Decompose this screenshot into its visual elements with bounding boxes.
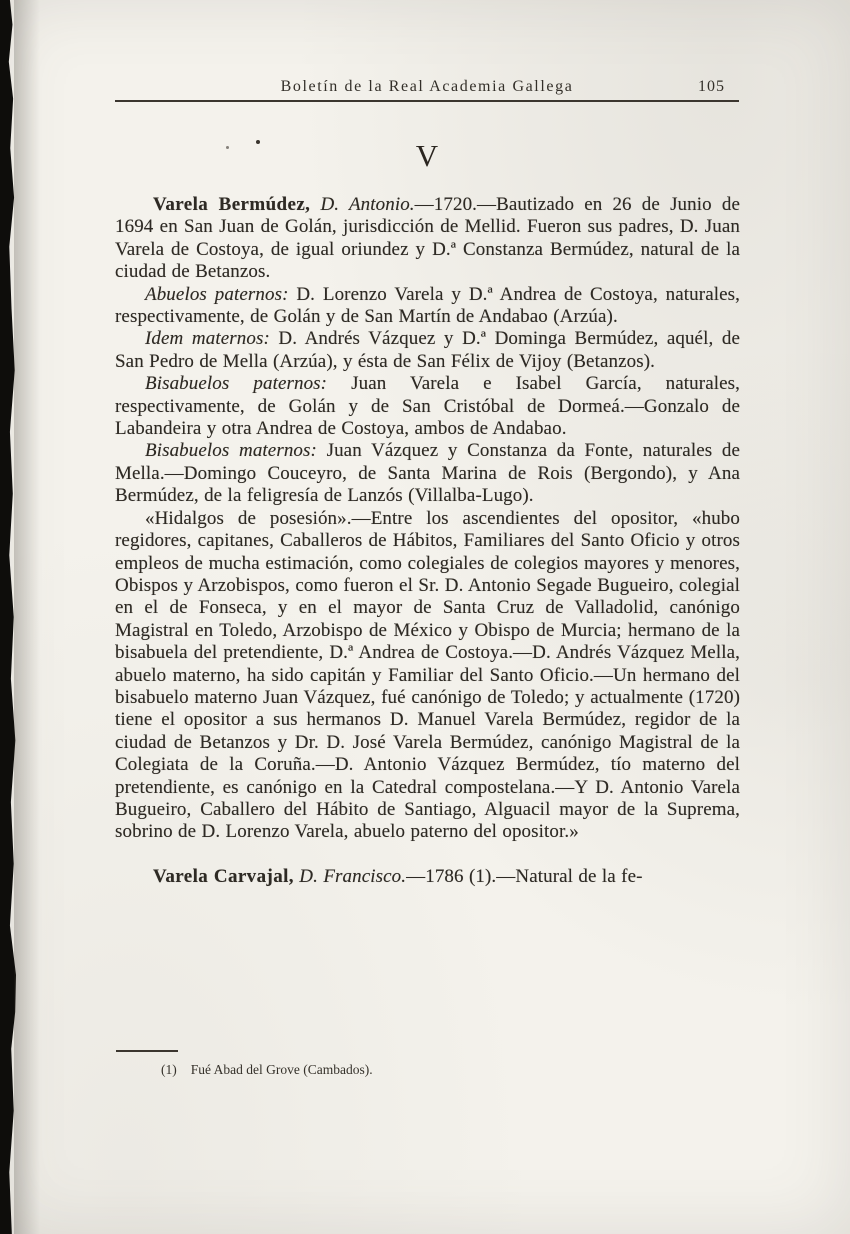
paragraph-text: D. Lorenzo Varela y D.ª Andrea de Costoya, naturales, respectivamente, de Golán y de San Martín de Andabao (Arzúa).: [115, 283, 740, 328]
footnote-rule: [116, 1050, 178, 1052]
entry-varela-carvajal: [115, 866, 740, 888]
paragraph-lead: Abuelos paternos:: [145, 283, 289, 305]
entry-text: —1720.—Bautizado en 26 de Junio de 1694 en San Juan de Golán, jurisdicción de Mellid. Fueron sus padres, D. Juan Varela de Costoya, de igual oriundez y D.ª Constanza Bermúdez, natural de la ciudad de Betanzos.: [115, 194, 741, 283]
page-header: [115, 78, 739, 96]
paragraph-bisabuelos-maternos: [115, 440, 740, 507]
paragraph-text: «Hidalgos de posesión».—Entre los ascendientes del opositor, «hubo regidores, capitanes, Caballeros de Hábitos, Familiares del Santo Oficio y otros empleos de mucha estimación, como colegiales de colegios mayores y menores, Obispos y Arzobispos, como fueron el Sr. D. Antonio Segade Bugueiro, colegial en el de Fonseca, y en el mayor de Santa Cruz de Valladolid, canónigo Magistral en Toledo, Arzobispo de México y Obispo de Murcia; hermano de la bisabuela del pretendiente, D.ª Andrea de Costoya.—D. Andrés Vázquez Mella, abuelo materno, ha sido capitán y Familiar del Santo Oficio.—Un hermano del bisabuelo materno Juan Vázquez, fué canónigo de Toledo; y actualmente (1720) tiene el opositor a sus hermanos D. Manuel Varela Bermúdez, regidor de la ciudad de Betanzos y Dr. D. José Varela Bermúdez, canónigo Magistral de la Colegiata de la Coruña.—D. Antonio Vázquez Bermúdez, tío materno del pretendiente, es canónigo en la Catedral compostelana.—Y D. Antonio Varela Bugueiro, Caballero del Hábito de Santiago, Alguacil mayor de la Suprema, sobrino de D. Lorenzo Varela, abuelo paterno del opositor.»: [115, 507, 740, 843]
page-body: [115, 122, 740, 888]
entry-qualifier: D. Francisco.: [293, 865, 407, 887]
footnote: [115, 1062, 785, 1078]
entry-varela-bermudez: [115, 194, 740, 284]
footnote-text: Fué Abad del Grove (Cambados).: [190, 1062, 373, 1077]
paragraph-idem-maternos: [115, 328, 740, 373]
page-number: 105: [698, 78, 725, 95]
paragraph-lead: Bisabuelos maternos:: [145, 440, 317, 462]
paragraph-abuelos-paternos: [115, 284, 740, 329]
entry-name: Varela Bermúdez,: [153, 194, 311, 215]
header-rule: [115, 100, 739, 102]
paragraph-bisabuelos-paternos: [115, 373, 740, 440]
entry-qualifier: D. Antonio.: [310, 194, 415, 215]
paragraph-hidalgos-de-posesion: [115, 508, 740, 844]
paragraph-text: D. Andrés Vázquez y D.ª Dominga Bermúdez, aquél, de San Pedro de Mella (Arzúa), y ésta de San Félix de Vijoy (Betanzos).: [115, 328, 740, 372]
paragraph-lead: Bisabuelos paternos:: [145, 373, 328, 395]
paragraph-text: Juan Varela e Isabel García, naturales, respectivamente, de Golán y de San Cristóbal de Dormeá.—Gonzalo de Labandeira y otra Andrea de Costoya, ambos de Andabao.: [115, 373, 740, 440]
footnote-marker: (1): [161, 1062, 177, 1077]
journal-title: Boletín de la Real Academia Gallega: [280, 78, 574, 95]
section-heading: V: [415, 138, 440, 173]
entry-name: Varela Carvajal,: [153, 865, 294, 887]
paragraph-lead: Idem maternos:: [145, 328, 270, 350]
paragraph-text: Juan Vázquez y Constanza da Fonte, naturales de Mella.—Domingo Couceyro, de Santa Marina de Rois (Bergondo), y Ana Bermúdez, de la feligresía de Lanzós (Villalba-Lugo).: [115, 440, 741, 507]
entry-text: —1786 (1).—Natural de la fe-: [406, 865, 643, 887]
binding-gradient: [14, 0, 40, 1234]
